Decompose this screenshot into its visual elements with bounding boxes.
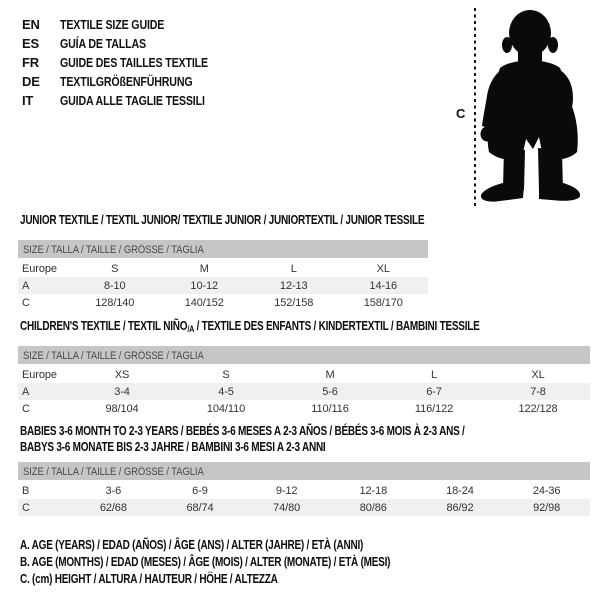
row-label: C bbox=[18, 499, 70, 516]
children-title-text: / TEXTILE DES ENFANTS / KINDERTEXTIL / BAMBINI TESSILE bbox=[194, 319, 480, 333]
size-header-cell bbox=[18, 346, 590, 365]
table-cell: L bbox=[290, 262, 297, 275]
table-cell: 4-5 bbox=[174, 383, 278, 400]
size-header-row bbox=[18, 346, 590, 365]
table-cell: XS bbox=[114, 368, 130, 381]
table-cell: 140/152 bbox=[184, 296, 224, 309]
size-header-text: SIZE / TALLA / TAILLE / GRÖSSE / TAGLIA bbox=[23, 466, 204, 478]
table-cell: 14-16 bbox=[339, 277, 429, 294]
language-code: EN bbox=[22, 17, 40, 32]
table-cell: M bbox=[325, 368, 335, 381]
row-label: B bbox=[22, 484, 30, 497]
language-code: FR bbox=[22, 55, 39, 70]
table-cell: 62/68 bbox=[70, 499, 157, 516]
table-cell: 12-18 bbox=[359, 484, 388, 497]
table-cell: 9-12 bbox=[275, 484, 298, 497]
table-cell: 74/80 bbox=[243, 499, 330, 516]
junior-table-title: JUNIOR TEXTILE / TEXTIL JUNIOR/ TEXTILE JUNIOR / JUNIORTEXTIL / JUNIOR TESSILE bbox=[20, 213, 425, 227]
table-cell: 6-9 bbox=[192, 484, 208, 497]
junior-size-table bbox=[18, 240, 428, 311]
row-label: A bbox=[18, 383, 70, 400]
table-cell: 158/170 bbox=[363, 296, 403, 309]
table-cell: 128/140 bbox=[95, 296, 135, 309]
table-row bbox=[18, 259, 428, 277]
language-row bbox=[22, 91, 240, 110]
table-cell: M bbox=[199, 262, 209, 275]
size-header-text: SIZE / TALLA / TAILLE / GRÖSSE / TAGLIA bbox=[23, 350, 204, 362]
height-measure-dashed-line bbox=[474, 8, 476, 207]
table-cell: 68/74 bbox=[157, 499, 244, 516]
size-header-cell bbox=[18, 240, 428, 259]
language-row bbox=[22, 34, 240, 53]
language-row bbox=[22, 72, 240, 91]
table-cell: 5-6 bbox=[278, 383, 382, 400]
table-cell: 152/158 bbox=[274, 296, 314, 309]
language-row bbox=[22, 15, 240, 34]
legend-line-c: C. (cm) HEIGHT / ALTURA / HAUTEUR / HÖHE / ALTEZZA bbox=[20, 572, 278, 586]
language-header bbox=[22, 15, 240, 110]
size-header-cell bbox=[18, 462, 590, 481]
table-row bbox=[18, 383, 590, 400]
children-table-title bbox=[20, 319, 480, 334]
table-cell: 86/92 bbox=[417, 499, 504, 516]
babies-size-table bbox=[18, 462, 590, 516]
row-label: A bbox=[18, 277, 70, 294]
language-code: ES bbox=[22, 36, 39, 51]
language-label: TEXTILGRÖßENFÜHRUNG bbox=[60, 74, 193, 89]
table-row bbox=[18, 400, 590, 417]
babies-title-line1: BABIES 3-6 MONTH TO 2-3 YEARS / BEBÉS 3-6 MESES A 2-3 AÑOS / BÉBÉS 3-6 MOIS À 2-3 ANS / bbox=[20, 424, 465, 438]
table-cell: 8-10 bbox=[70, 277, 160, 294]
table-cell: 92/98 bbox=[503, 499, 590, 516]
table-row bbox=[18, 365, 590, 383]
toddler-silhouette bbox=[478, 8, 582, 206]
babies-title-line2: BABYS 3-6 MONATE BIS 2-3 JAHRE / BAMBINI 3-6 MESI A 2-3 ANNI bbox=[20, 440, 326, 454]
table-cell: 122/128 bbox=[518, 402, 558, 415]
children-title-text: CHILDREN'S TEXTILE / TEXTIL NIÑO bbox=[20, 319, 188, 333]
table-cell: 10-12 bbox=[160, 277, 250, 294]
table-row bbox=[18, 294, 428, 311]
row-label: C bbox=[22, 296, 30, 309]
table-cell: 24-36 bbox=[532, 484, 561, 497]
size-header-row bbox=[18, 240, 428, 259]
language-label: GUIDE DES TAILLES TEXTILE bbox=[60, 55, 208, 70]
row-label: C bbox=[22, 402, 30, 415]
row-label: Europe bbox=[22, 368, 57, 381]
table-cell: 3-6 bbox=[105, 484, 122, 497]
language-row bbox=[22, 53, 240, 72]
table-cell: 104/110 bbox=[206, 402, 246, 415]
table-cell: L bbox=[430, 368, 438, 381]
children-size-table bbox=[18, 346, 590, 417]
table-cell: 80/86 bbox=[330, 499, 417, 516]
language-label: TEXTILE SIZE GUIDE bbox=[60, 17, 165, 32]
table-cell: 116/122 bbox=[414, 402, 454, 415]
table-cell: 18-24 bbox=[446, 484, 474, 497]
table-cell: 110/116 bbox=[311, 402, 349, 415]
children-title-subscript: /A bbox=[187, 324, 195, 334]
size-header-text: SIZE / TALLA / TAILLE / GRÖSSE / TAGLIA bbox=[23, 244, 204, 256]
table-cell: XL bbox=[531, 368, 545, 381]
table-cell: XL bbox=[376, 262, 390, 275]
babies-table-title bbox=[20, 423, 576, 455]
table-row bbox=[18, 481, 590, 499]
table-cell: 12-13 bbox=[249, 277, 339, 294]
size-header-row bbox=[18, 462, 590, 481]
language-label: GUÍA DE TALLAS bbox=[60, 36, 146, 51]
table-cell: 3-4 bbox=[70, 383, 174, 400]
legend-line-b: B. AGE (MONTHS) / EDAD (MESES) / ÂGE (MOIS) / ALTER (MONATE) / ETÀ (MESI) bbox=[20, 555, 391, 569]
table-cell: S bbox=[111, 262, 119, 275]
table-row bbox=[18, 277, 428, 294]
measurement-legend bbox=[20, 537, 483, 588]
table-row bbox=[18, 499, 590, 516]
table-cell: 7-8 bbox=[486, 383, 590, 400]
row-label: Europe bbox=[22, 262, 57, 275]
language-code: DE bbox=[22, 74, 40, 89]
table-cell: 6-7 bbox=[382, 383, 486, 400]
height-measure-label: C bbox=[456, 106, 466, 121]
language-code: IT bbox=[22, 93, 34, 108]
legend-line-a: A. AGE (YEARS) / EDAD (AÑOS) / ÂGE (ANS) / ALTER (JAHRE) / ETÀ (ANNI) bbox=[20, 538, 364, 552]
table-cell: S bbox=[222, 368, 230, 381]
table-cell: 98/104 bbox=[105, 402, 139, 415]
language-label: GUIDA ALLE TAGLIE TESSILI bbox=[60, 93, 205, 108]
